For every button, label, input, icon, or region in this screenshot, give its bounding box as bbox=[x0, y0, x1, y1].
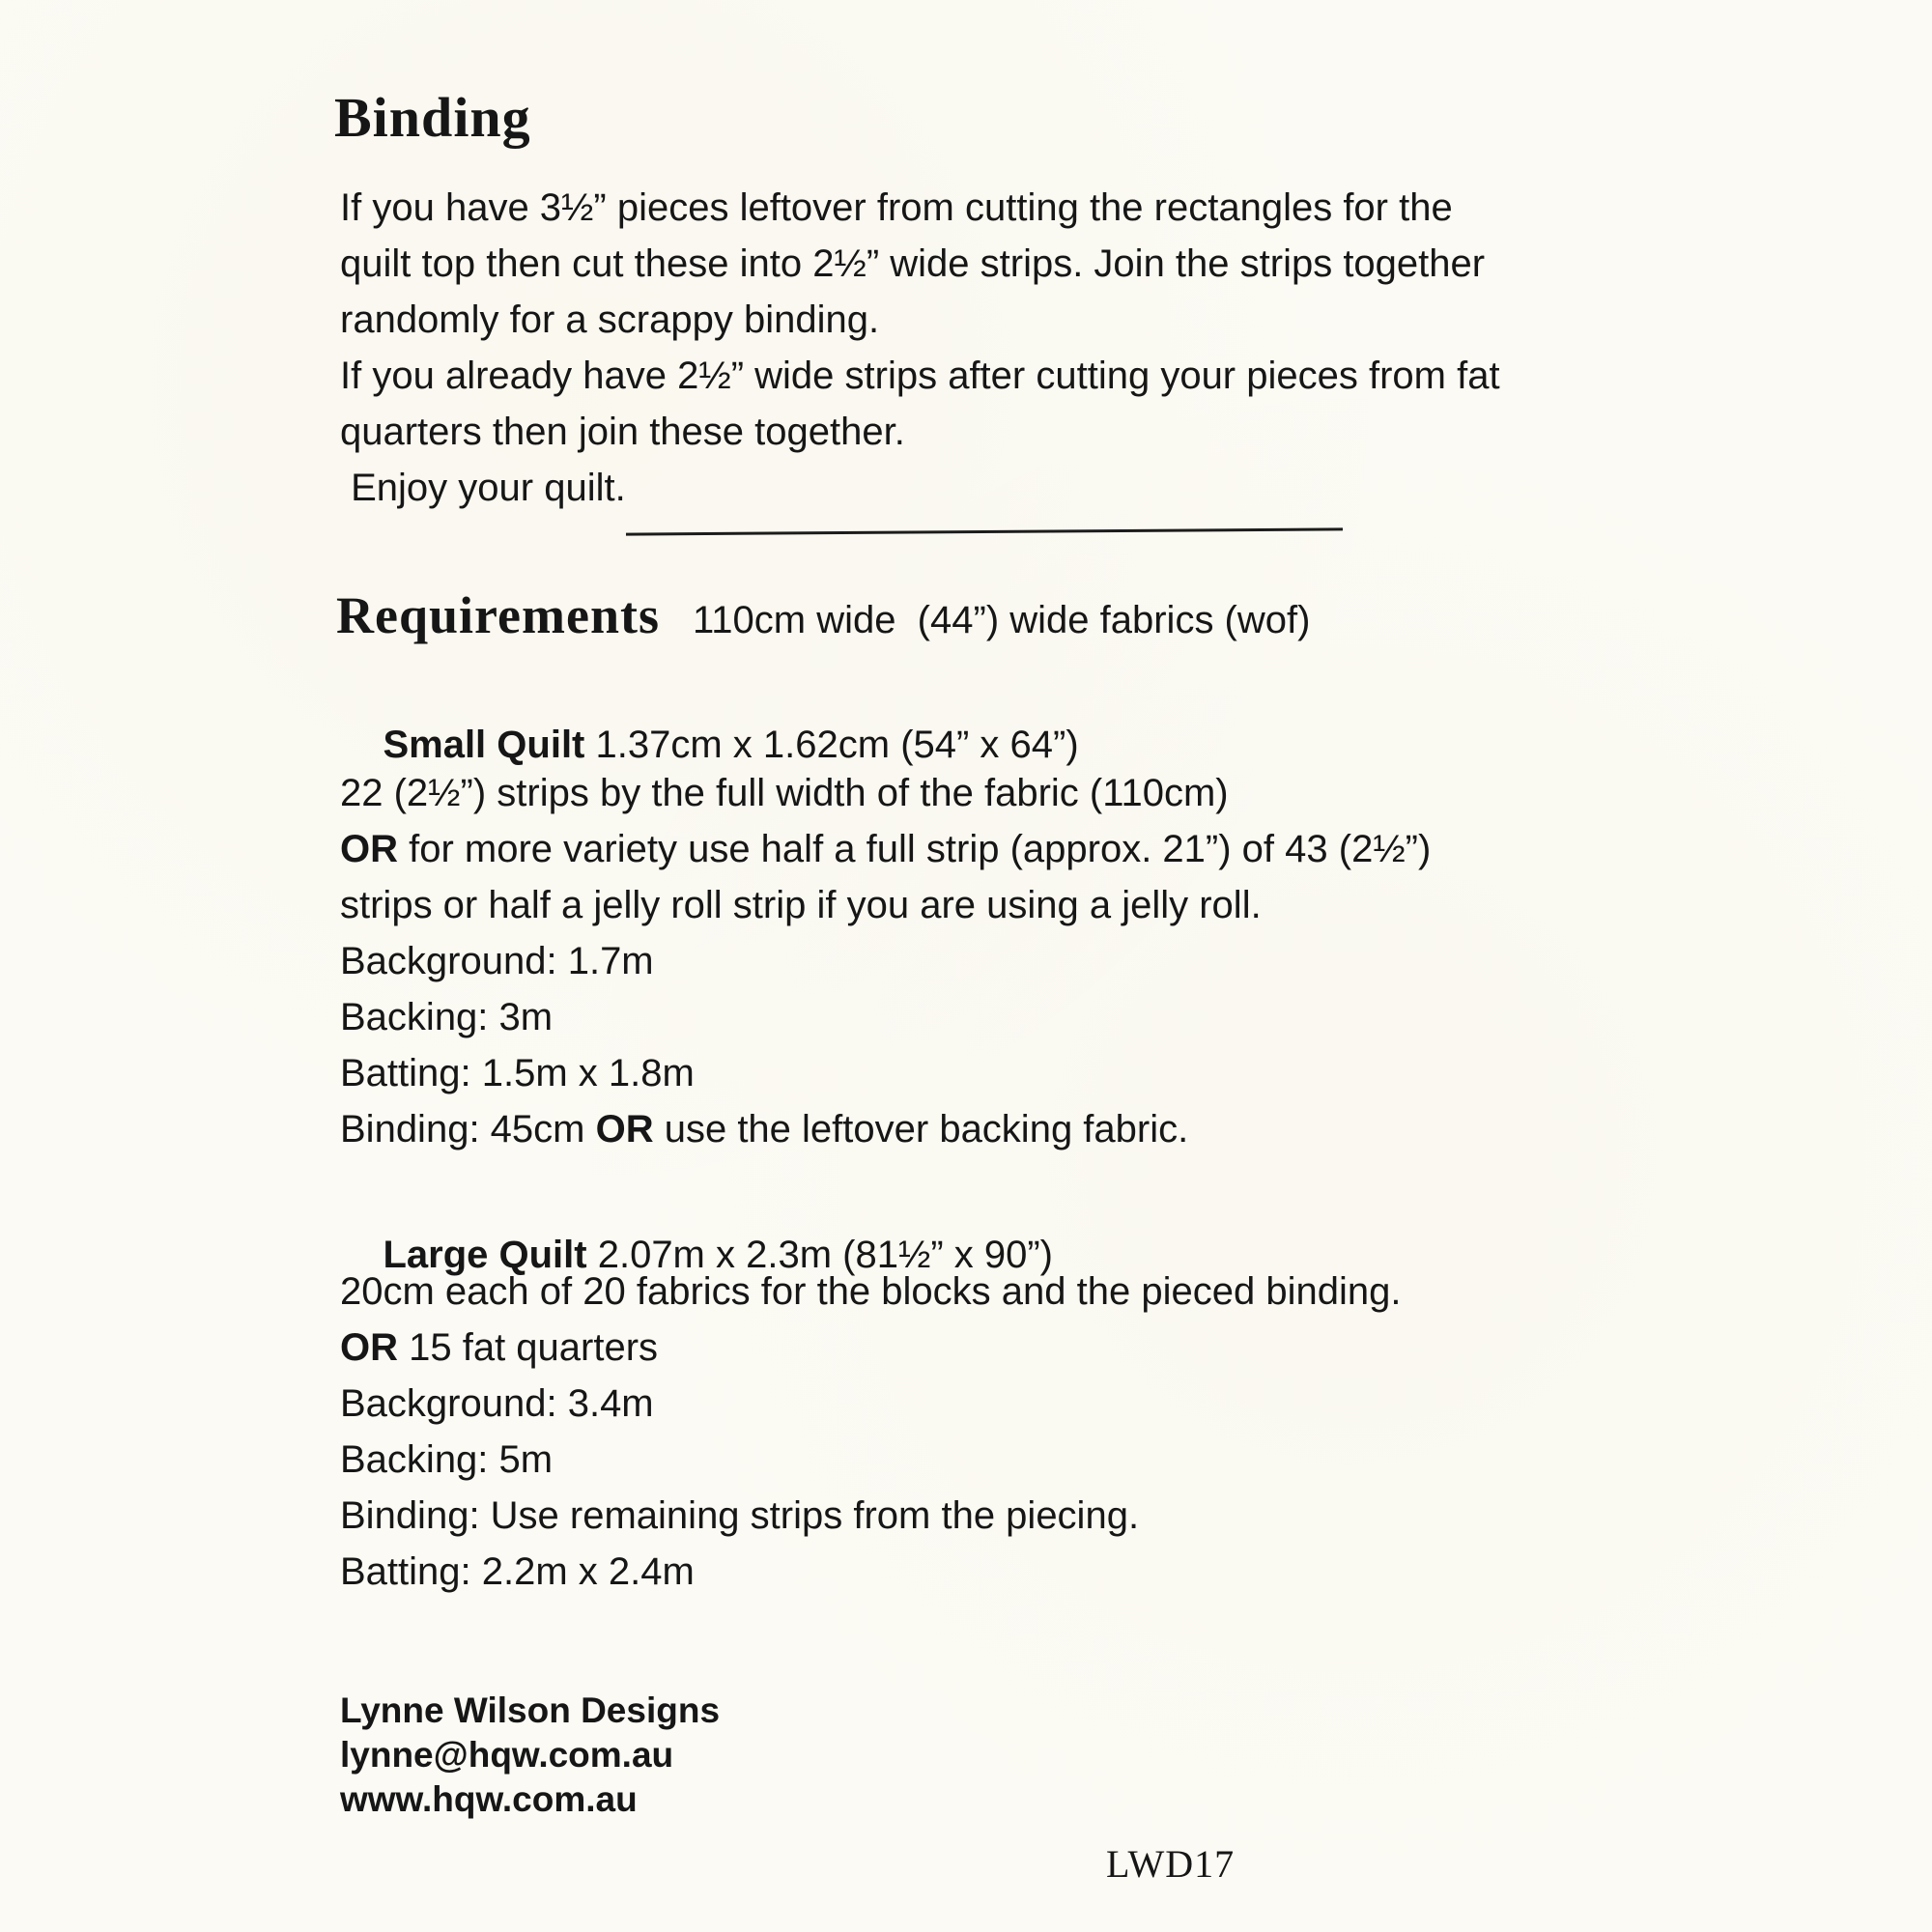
requirement-line: Batting: 2.2m x 2.4m bbox=[340, 1550, 695, 1593]
large-quilt-requirements bbox=[340, 1264, 1401, 1600]
designer-website: www.hqw.com.au bbox=[340, 1779, 638, 1819]
requirement-line: Binding: 45cm OR use the leftover backing fabric. bbox=[340, 1108, 1189, 1151]
requirement-line: Backing: 3m bbox=[340, 996, 554, 1038]
binding-paragraph bbox=[340, 180, 1500, 516]
requirement-line: strips or half a jelly roll strip if you are using a jelly roll. bbox=[340, 884, 1262, 926]
requirement-line: Background: 3.4m bbox=[340, 1382, 654, 1425]
requirement-line: Binding: Use remaining strips from the piecing. bbox=[340, 1494, 1140, 1537]
designer-name: Lynne Wilson Designs bbox=[340, 1690, 721, 1730]
requirement-line: Batting: 1.5m x 1.8m bbox=[340, 1052, 695, 1094]
designer-contact-block bbox=[340, 1689, 720, 1822]
section-heading-requirements: Requirements bbox=[336, 586, 660, 644]
requirement-line: OR for more variety use half a full strip (approx. 21”) of 43 (2½”) bbox=[340, 828, 1432, 870]
requirement-line: 20cm each of 20 fabrics for the blocks and the pieced binding. bbox=[340, 1270, 1402, 1313]
requirement-line: OR 15 fat quarters bbox=[340, 1326, 659, 1369]
small-quilt-size: 1.37cm x 1.62cm (54” x 64”) bbox=[584, 724, 1079, 766]
paragraph-line: quarters then join these together. bbox=[340, 411, 905, 453]
requirement-line: Background: 1.7m bbox=[340, 940, 654, 982]
section-heading-binding: Binding bbox=[334, 86, 531, 149]
requirement-line: Backing: 5m bbox=[340, 1438, 554, 1481]
requirements-heading-row bbox=[336, 585, 1310, 645]
pattern-code: LWD17 bbox=[1106, 1842, 1236, 1886]
paragraph-line: Enjoy your quilt. bbox=[340, 467, 626, 509]
paragraph-line: If you already have 2½” wide strips after cutting your pieces from fat bbox=[340, 355, 1500, 397]
large-quilt-label: Large Quilt bbox=[383, 1234, 587, 1276]
small-quilt-label: Small Quilt bbox=[383, 724, 585, 766]
paragraph-line: randomly for a scrappy binding. bbox=[340, 298, 880, 341]
fabric-width-note: 110cm wide (44”) wide fabrics (wof) bbox=[692, 599, 1311, 641]
small-quilt-requirements bbox=[340, 765, 1431, 1157]
designer-email: lynne@hqw.com.au bbox=[340, 1735, 674, 1775]
separator-line bbox=[626, 527, 1343, 535]
requirement-line: 22 (2½”) strips by the full width of the fabric (110cm) bbox=[340, 772, 1229, 814]
paragraph-line: If you have 3½” pieces leftover from cutting the rectangles for the bbox=[340, 186, 1453, 229]
large-quilt-size: 2.07m x 2.3m (81½” x 90”) bbox=[586, 1234, 1053, 1276]
paragraph-line: quilt top then cut these into 2½” wide strips. Join the strips together bbox=[340, 242, 1486, 285]
